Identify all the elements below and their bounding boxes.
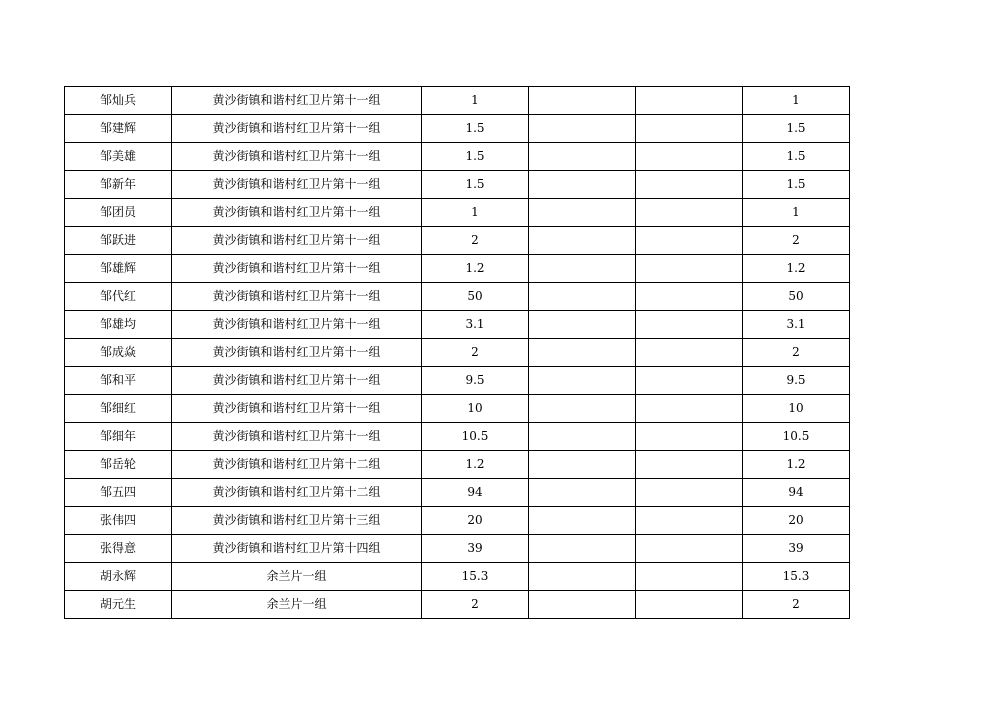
table-row [65,507,850,535]
cell-total: 15.3 [743,563,850,591]
cell-address: 余兰片一组 [172,591,422,619]
cell-name: 邹新年 [65,171,172,199]
cell-empty [636,535,743,563]
cell-empty [636,143,743,171]
cell-address: 黄沙街镇和谐村红卫片第十一组 [172,115,422,143]
cell-total: 10 [743,395,850,423]
cell-empty [636,339,743,367]
cell-total: 94 [743,479,850,507]
cell-address: 黄沙街镇和谐村红卫片第十一组 [172,227,422,255]
cell-empty [636,507,743,535]
cell-address: 黄沙街镇和谐村红卫片第十一组 [172,255,422,283]
cell-address: 余兰片一组 [172,563,422,591]
table-row [65,535,850,563]
cell-amount: 1.2 [422,451,529,479]
cell-empty [529,115,636,143]
cell-address: 黄沙街镇和谐村红卫片第十一组 [172,171,422,199]
table-row [65,115,850,143]
cell-empty [636,199,743,227]
cell-address: 黄沙街镇和谐村红卫片第十一组 [172,339,422,367]
table-row [65,171,850,199]
cell-amount: 50 [422,283,529,311]
cell-name: 张伟四 [65,507,172,535]
cell-address: 黄沙街镇和谐村红卫片第十四组 [172,535,422,563]
cell-empty [529,171,636,199]
cell-name: 邹代红 [65,283,172,311]
table-row [65,451,850,479]
cell-name: 邹建辉 [65,115,172,143]
cell-empty [529,395,636,423]
cell-empty [529,87,636,115]
cell-empty [636,171,743,199]
cell-empty [529,451,636,479]
cell-address: 黄沙街镇和谐村红卫片第十一组 [172,395,422,423]
cell-total: 2 [743,339,850,367]
cell-empty [529,507,636,535]
cell-name: 邹成焱 [65,339,172,367]
cell-amount: 2 [422,339,529,367]
cell-empty [529,367,636,395]
cell-total: 1 [743,87,850,115]
cell-name: 邹细红 [65,395,172,423]
cell-empty [529,591,636,619]
cell-total: 1 [743,199,850,227]
cell-name: 邹岳轮 [65,451,172,479]
table-row [65,479,850,507]
cell-amount: 9.5 [422,367,529,395]
cell-empty [529,255,636,283]
cell-address: 黄沙街镇和谐村红卫片第十一组 [172,199,422,227]
cell-amount: 1 [422,199,529,227]
cell-total: 39 [743,535,850,563]
cell-address: 黄沙街镇和谐村红卫片第十一组 [172,143,422,171]
cell-total: 9.5 [743,367,850,395]
cell-name: 邹五四 [65,479,172,507]
cell-amount: 94 [422,479,529,507]
cell-empty [636,479,743,507]
cell-name: 胡永辉 [65,563,172,591]
table-row [65,227,850,255]
table-row [65,199,850,227]
cell-name: 邹跃进 [65,227,172,255]
cell-amount: 10 [422,395,529,423]
cell-total: 2 [743,227,850,255]
cell-amount: 1.2 [422,255,529,283]
cell-address: 黄沙街镇和谐村红卫片第十二组 [172,451,422,479]
cell-address: 黄沙街镇和谐村红卫片第十一组 [172,87,422,115]
cell-empty [636,87,743,115]
table-row [65,367,850,395]
cell-name: 邹和平 [65,367,172,395]
cell-name: 邹美雄 [65,143,172,171]
cell-address: 黄沙街镇和谐村红卫片第十一组 [172,423,422,451]
cell-amount: 1 [422,87,529,115]
table-row [65,143,850,171]
table-row [65,255,850,283]
table-row [65,563,850,591]
cell-empty [529,283,636,311]
cell-total: 10.5 [743,423,850,451]
cell-empty [636,451,743,479]
table-row [65,283,850,311]
cell-amount: 1.5 [422,171,529,199]
cell-amount: 1.5 [422,143,529,171]
cell-empty [529,311,636,339]
cell-empty [529,535,636,563]
cell-empty [529,563,636,591]
cell-total: 1.5 [743,115,850,143]
table-row [65,339,850,367]
cell-empty [529,423,636,451]
cell-name: 邹团员 [65,199,172,227]
cell-total: 1.2 [743,255,850,283]
table-row [65,87,850,115]
cell-empty [529,143,636,171]
table-row [65,423,850,451]
cell-address: 黄沙街镇和谐村红卫片第十一组 [172,311,422,339]
cell-empty [636,367,743,395]
cell-total: 1.2 [743,451,850,479]
cell-amount: 2 [422,227,529,255]
table-row [65,395,850,423]
cell-empty [636,283,743,311]
cell-amount: 20 [422,507,529,535]
cell-total: 20 [743,507,850,535]
cell-amount: 1.5 [422,115,529,143]
cell-empty [529,479,636,507]
cell-name: 张得意 [65,535,172,563]
cell-empty [529,199,636,227]
cell-amount: 10.5 [422,423,529,451]
table-row [65,311,850,339]
cell-total: 1.5 [743,143,850,171]
data-table [64,86,850,619]
cell-empty [636,255,743,283]
cell-empty [636,227,743,255]
cell-amount: 2 [422,591,529,619]
cell-amount: 3.1 [422,311,529,339]
cell-empty [636,591,743,619]
cell-name: 邹细年 [65,423,172,451]
cell-address: 黄沙街镇和谐村红卫片第十二组 [172,479,422,507]
cell-address: 黄沙街镇和谐村红卫片第十三组 [172,507,422,535]
cell-name: 邹灿兵 [65,87,172,115]
cell-empty [529,339,636,367]
cell-address: 黄沙街镇和谐村红卫片第十一组 [172,367,422,395]
cell-total: 1.5 [743,171,850,199]
table-row [65,591,850,619]
cell-empty [636,563,743,591]
table-body [65,87,850,619]
cell-total: 3.1 [743,311,850,339]
cell-empty [636,395,743,423]
cell-total: 50 [743,283,850,311]
cell-name: 邹雄辉 [65,255,172,283]
cell-empty [636,423,743,451]
cell-address: 黄沙街镇和谐村红卫片第十一组 [172,283,422,311]
cell-empty [529,227,636,255]
cell-empty [636,115,743,143]
cell-amount: 39 [422,535,529,563]
cell-amount: 15.3 [422,563,529,591]
cell-name: 邹雄均 [65,311,172,339]
cell-total: 2 [743,591,850,619]
cell-empty [636,311,743,339]
cell-name: 胡元生 [65,591,172,619]
